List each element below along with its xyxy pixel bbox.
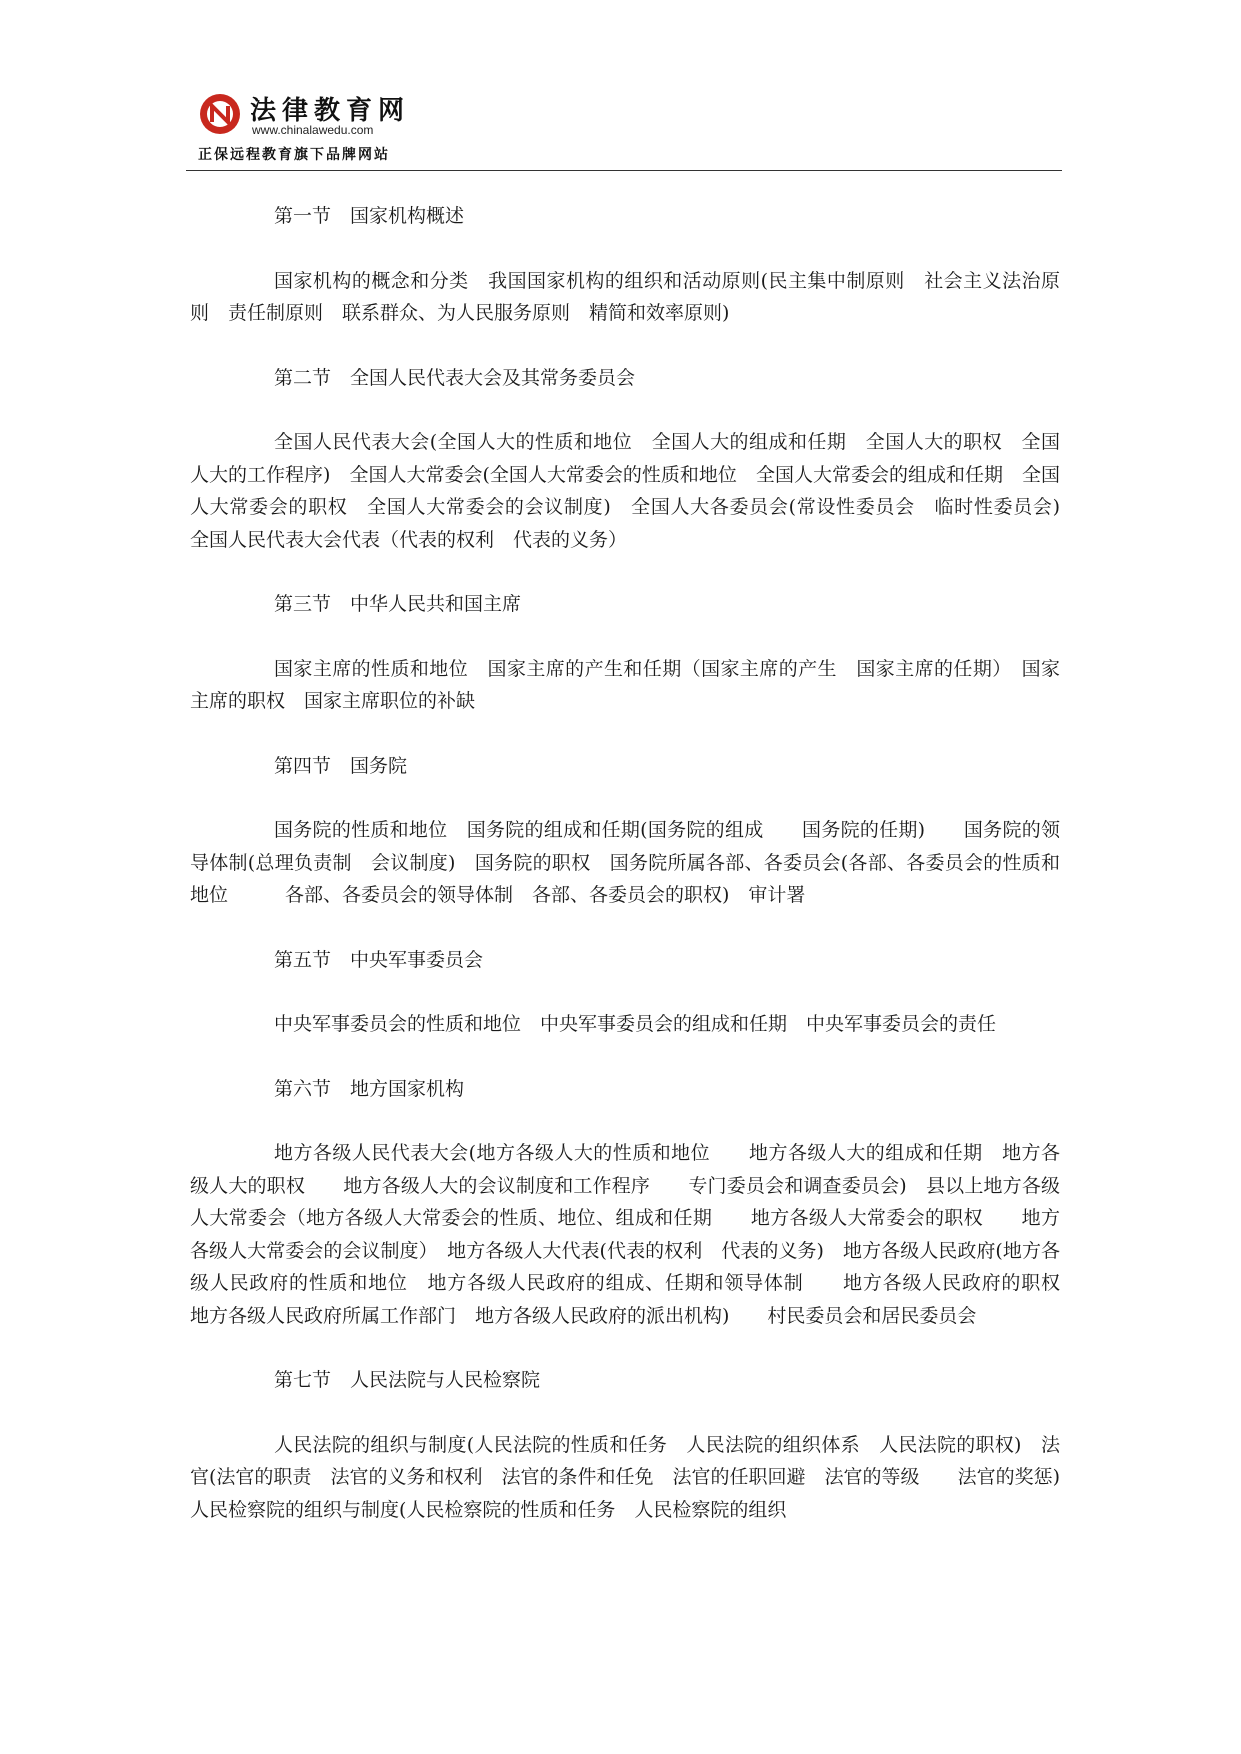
section-body: 中央军事委员会的性质和地位 中央军事委员会的组成和任期 中央军事委员会的责任 [274,1013,997,1035]
logo-icon [198,92,242,136]
logo-slogan: 正保远程教育旗下品牌网站 [198,147,390,163]
section-heading: 第六节 地方国家机构 [274,1077,465,1100]
logo-title: 法律教育网 [250,96,411,126]
section-heading: 第一节 国家机构概述 [274,205,465,227]
section-body: 地方各级人民代表大会(地方各级人大的性质和地位 地方各级人大的组成和任期 地方各级人大的职权 地方各级人大的会议制度和工作程序 专门委员会和调查委员会) 县以上地方各级人大常委会（地方各级人大常委会的性质、地位、组成和任期 地方各级人大常委会的职权 地方各级人大常委会的会议制度） 地方各级人大代表(代表的权利 代表的义务) 地方各级人民政府(地方各级人民政府的性质和地位 地方各级人民政府的组成、任期和领导体制 地方各级人民政府的职权 地方各级人民政府所属工作部门 地方各级人民政府的派出机构) 村民委员会和居民委员会 [190,1142,1080,1327]
logo-url[interactable]: www.chinalawedu.com [252,123,374,137]
section-heading: 第三节 中华人民共和国主席 [274,593,522,615]
section-body: 国家机构的概念和分类 我国国家机构的组织和活动原则(民主集中制原则 社会主义法治原则 责任制原则 联系群众、为人民服务原则 精简和效率原则) [190,269,1060,324]
section-heading: 第二节 全国人民代表大会及其常务委员会 [274,366,636,389]
document-body [190,200,1080,1558]
section-heading: 第五节 中央军事委员会 [274,948,484,971]
section-heading: 第四节 国务院 [274,754,408,777]
section-body: 国家主席的性质和地位 国家主席的产生和任期（国家主席的产生 国家主席的任期） 国家主席的职权 国家主席职位的补缺 [190,657,1060,712]
section-body: 国务院的性质和地位 国务院的组成和任期(国务院的组成 国务院的任期) 国务院的领导体制(总理负责制 会议制度) 国务院的职权 国务院所属各部、各委员会(各部、各委员会的性质和地位 各部、各委员会的领导体制 各部、各委员会的职权) 审计署 [190,819,1060,906]
page-header [186,86,1062,171]
section-heading: 第七节 人民法院与人民检察院 [274,1369,541,1391]
section-body: 全国人民代表大会(全国人大的性质和地位 全国人大的组成和任期 全国人大的职权 全国人大的工作程序) 全国人大常委会(全国人大常委会的性质和地位 全国人大常委会的组成和任期 全国人大常委会的职权 全国人大常委会的会议制度) 全国人大各委员会(常设性委员会 临时性委员会) 全国人民代表大会代表（代表的权利 代表的义务） [190,431,1080,551]
section-body: 人民法院的组织与制度(人民法院的性质和任务 人民法院的组织体系 人民法院的职权) 法官(法官的职责 法官的义务和权利 法官的条件和任免 法官的任职回避 法官的等级 法官的奖惩) 人民检察院的组织与制度(人民检察院的性质和任务 人民检察院的组织 [190,1433,1080,1521]
